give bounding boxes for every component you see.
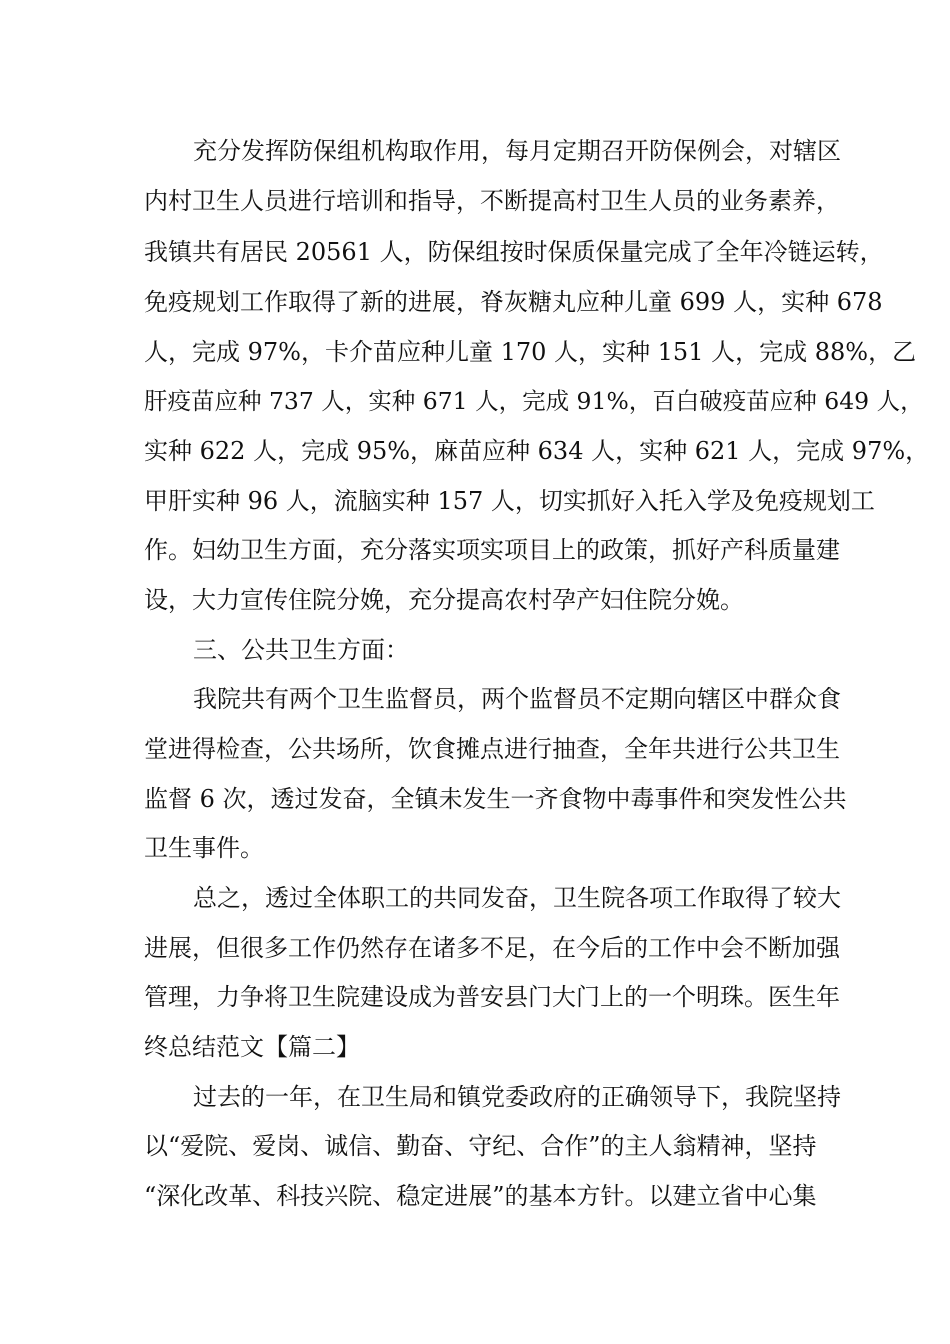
text-line: 实种 622 人，完成 95%，麻苗应种 634 人，实种 621 人，完成 97%，	[144, 437, 930, 465]
text-line: 总之，透过全体职工的共同发奋，卫生院各项工作取得了较大	[193, 884, 841, 912]
text-line: 进展，但很多工作仍然存在诸多不足，在今后的工作中会不断加强	[144, 934, 840, 962]
text-line: 终总结范文【篇二】	[144, 1033, 360, 1061]
section-heading: 三、公共卫生方面：	[193, 636, 409, 664]
text-line: 甲肝实种 96 人，流脑实种 157 人，切实抓好入托入学及免疫规划工	[144, 487, 875, 515]
text-line: 内村卫生人员进行培训和指导，不断提高村卫生人员的业务素养，	[144, 187, 840, 215]
text-line: 过去的一年，在卫生局和镇党委政府的正确领导下，我院坚持	[193, 1083, 841, 1111]
text-line: 我院共有两个卫生监督员，两个监督员不定期向辖区中群众食	[193, 685, 841, 713]
text-line: 我镇共有居民 20561 人，防保组按时保质保量完成了全年冷链运转，	[144, 238, 884, 266]
text-line: 设，大力宣传住院分娩，充分提高农村孕产妇住院分娩。	[144, 586, 744, 614]
text-line: 肝疫苗应种 737 人，实种 671 人，完成 91%，百白破疫苗应种 649 人，	[144, 387, 924, 415]
text-line: 堂进得检查，公共场所，饮食摊点进行抽查，全年共进行公共卫生	[144, 735, 840, 763]
text-line: 监督 6 次，透过发奋，全镇未发生一齐食物中毒事件和突发性公共	[144, 785, 847, 813]
text-line: 充分发挥防保组机构取作用，每月定期召开防保例会，对辖区	[193, 137, 841, 165]
text-line: 人，完成 97%，卡介苗应种儿童 170 人，实种 151 人，完成 88%，乙	[144, 338, 917, 366]
text-line: 以“爱院、爱岗、诚信、勤奋、守纪、合作”的主人翁精神，坚持	[144, 1132, 817, 1160]
text-line: 免疫规划工作取得了新的进展，脊灰糖丸应种儿童 699 人，实种 678	[144, 288, 883, 316]
text-line: “深化改革、科技兴院、稳定进展”的基本方针。以建立省中心集	[144, 1182, 817, 1210]
text-line: 管理，力争将卫生院建设成为普安县门大门上的一个明珠。医生年	[144, 983, 840, 1011]
text-line: 作。妇幼卫生方面，充分落实项实项目上的政策，抓好产科质量建	[144, 536, 840, 564]
text-line: 卫生事件。	[144, 834, 264, 862]
